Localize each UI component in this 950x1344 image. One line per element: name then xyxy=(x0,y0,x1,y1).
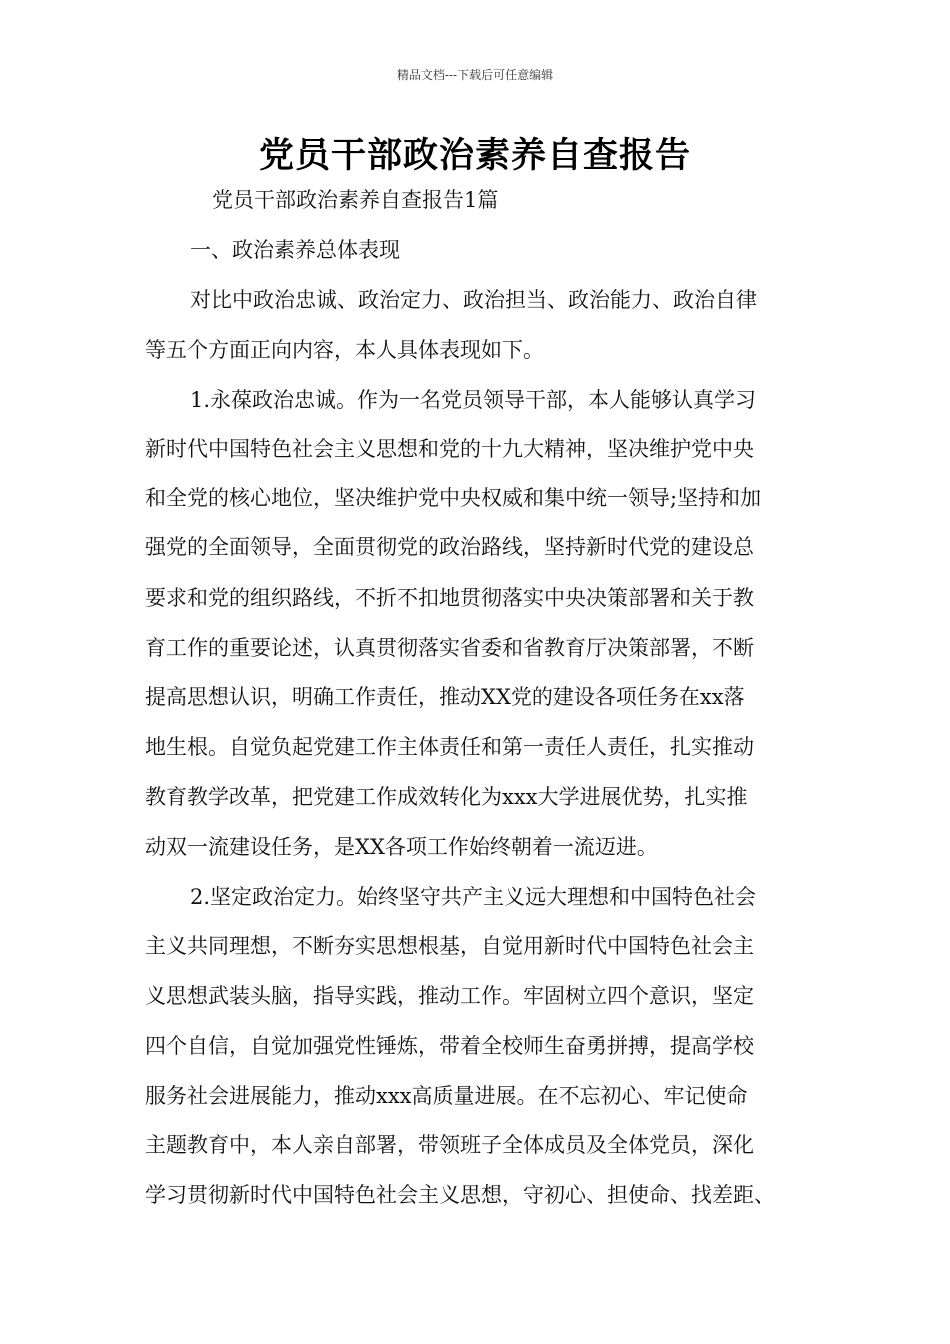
paragraph-line: 主题教育中，本人亲自部署，带领班子全体成员及全体党员，深化 xyxy=(145,1133,754,1157)
paragraph-line: 2.坚定政治定力。始终坚守共产主义远大理想和中国特色社会 xyxy=(190,885,757,909)
paragraph-line: 和全党的核心地位，坚决维护党中央权威和集中统一领导;坚持和加 xyxy=(145,486,762,510)
paragraph-line: 学习贯彻新时代中国特色社会主义思想，守初心、担使命、找差距、 xyxy=(145,1183,775,1207)
paragraph-line: 1.永葆政治忠诚。作为一名党员领导干部，本人能够认真学习 xyxy=(190,388,757,412)
paragraph-line: 四个自信，自觉加强党性锤炼，带着全校师生奋勇拼搏，提高学校 xyxy=(145,1034,754,1058)
paragraph-line: 要求和党的组织路线，不折不扣地贯彻落实中央决策部署和关于教 xyxy=(145,586,754,610)
page-header: 精品文档---下载后可任意编辑 xyxy=(396,68,554,82)
paragraph-line: 等五个方面正向内容，本人具体表现如下。 xyxy=(145,338,544,362)
paragraph-line: 提高思想认识，明确工作责任，推动XX党的建设各项任务在xx落 xyxy=(145,685,745,709)
paragraph-line: 对比中政治忠诚、政治定力、政治担当、政治能力、政治自律 xyxy=(190,288,757,312)
paragraph-line: 主义共同理想，不断夯实思想根基，自觉用新时代中国特色社会主 xyxy=(145,934,754,958)
paragraph-line: 地生根。自觉负起党建工作主体责任和第一责任人责任，扎实推动 xyxy=(145,735,754,759)
paragraph-line: 服务社会进展能力，推动xxx高质量进展。在不忘初心、牢记使命 xyxy=(145,1084,748,1108)
paragraph-line: 育工作的重要论述，认真贯彻落实省委和省教育厅决策部署，不断 xyxy=(145,636,754,660)
paragraph-line: 新时代中国特色社会主义思想和党的十九大精神，坚决维护党中央 xyxy=(145,437,754,461)
document-title: 党员干部政治素养自查报告 xyxy=(258,136,691,176)
document-subtitle: 党员干部政治素养自查报告1篇 xyxy=(212,188,499,212)
paragraph-line: 动双一流建设任务，是XX各项工作始终朝着一流迈进。 xyxy=(145,835,658,859)
section-heading: 一、政治素养总体表现 xyxy=(190,238,400,262)
paragraph-line: 义思想武装头脑，指导实践，推动工作。牢固树立四个意识，坚定 xyxy=(145,984,754,1008)
paragraph-line: 教育教学改革，把党建工作成效转化为xxx大学进展优势，扎实推 xyxy=(145,785,748,809)
paragraph-line: 强党的全面领导，全面贯彻党的政治路线，坚持新时代党的建设总 xyxy=(145,535,754,559)
